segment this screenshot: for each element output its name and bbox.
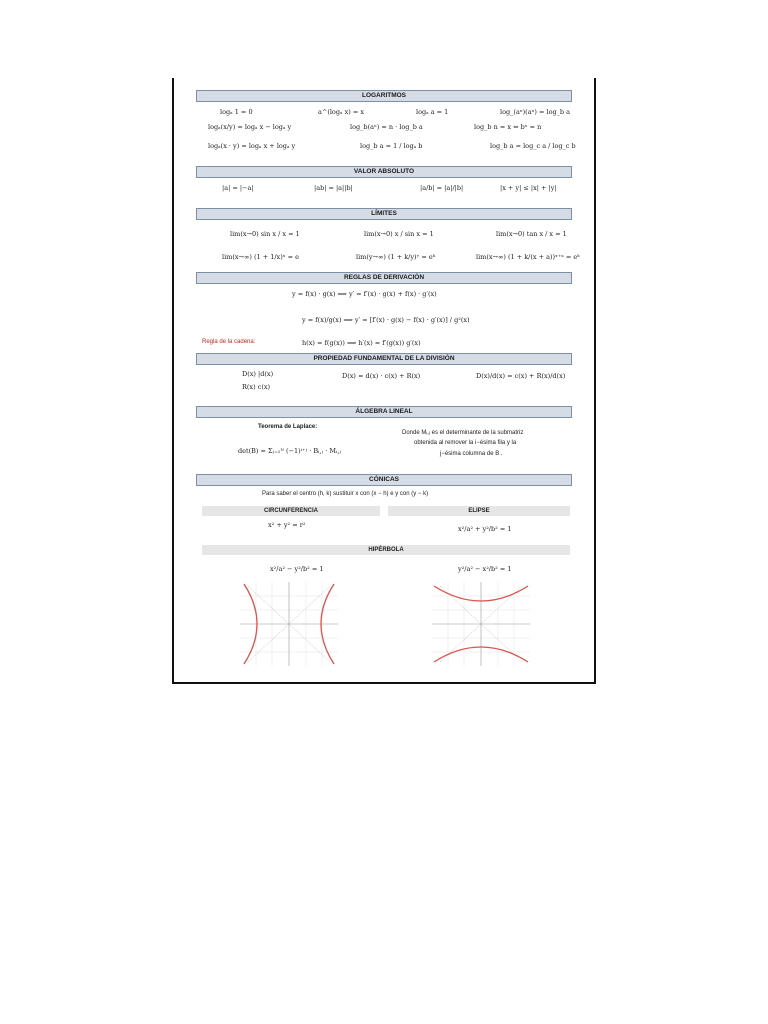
division-box-top: D(x) |d(x) — [242, 370, 274, 378]
circunferencia-header: CIRCUNFERENCIA — [202, 506, 380, 516]
hyperbola-vertical-graph — [432, 582, 530, 666]
hyperbola-equation-vertical: y²/a² − x²/b² = 1 — [458, 565, 512, 573]
abs-formula: |a| = |−a| — [222, 184, 254, 192]
laplace-note: obtenida al remover la i−ésima fila y la — [414, 440, 517, 446]
laplace-formula: det(B) = Σⱼ₌₁ᴺ (−1)ⁱ⁺ʲ · Bᵢ,ⱼ · Mᵢ,ⱼ — [238, 447, 342, 455]
log-formula: logₐ(x/y) = logₐ x − logₐ y — [208, 123, 292, 131]
elipse-header: ELIPSE — [388, 506, 570, 516]
limit-formula: lim(x→∞) (1 + 1/x)ˣ = e — [222, 253, 299, 261]
formula-sheet — [172, 78, 596, 684]
hiperbola-header: HIPÉRBOLA — [202, 545, 570, 555]
abs-formula: |a/b| = |a|/|b| — [420, 184, 464, 192]
limit-formula: lim(x→0) tan x / x = 1 — [496, 230, 567, 238]
section-header-limites: LÍMITES — [196, 208, 572, 220]
limit-formula: lim(x→0) sin x / x = 1 — [230, 230, 300, 238]
log-formula: log_(aⁿ)(aⁿ) = log_b a — [500, 108, 571, 116]
chain-rule-label: Regla de la cadena: — [202, 339, 256, 345]
hyperbola-equation-horizontal: x²/a² − y²/b² = 1 — [270, 565, 324, 573]
limit-formula: lim(x→∞) (1 + k/(x + a))ˣ⁺ᵃ = eᵏ — [476, 253, 580, 261]
log-formula: log_b n = x ⇔ bˣ = n — [474, 123, 542, 131]
section-header-valor-absoluto: VALOR ABSOLUTO — [196, 166, 572, 178]
abs-formula: |ab| = |a||b| — [314, 184, 353, 192]
quotient-rule: y = f(x)/g(x) ⟹ y′ = [f′(x) · g(x) − f(x) · g′(x)] / g²(x) — [302, 316, 470, 324]
limit-formula: lim(x→0) x / sin x = 1 — [364, 230, 434, 238]
hyperbola-horizontal-graph — [240, 582, 338, 666]
abs-formula: |x + y| ≤ |x| + |y| — [500, 184, 557, 192]
product-rule: y = f(x) · g(x) ⟹ y′ = f′(x) · g(x) + f(x) · g′(x) — [292, 290, 437, 298]
section-header-derivacion: REGLAS DE DERIVACIÓN — [196, 272, 572, 284]
log-formula: logₐ 1 = 0 — [220, 108, 253, 116]
log-formula: log_b a = log_c a / log_c b — [490, 142, 576, 150]
section-header-conicas: CÓNICAS — [196, 474, 572, 486]
laplace-note: Donde Mᵢ,ⱼ es el determinante de la submatriz — [402, 430, 524, 436]
circle-equation: x² + y² = r² — [268, 521, 306, 529]
centro-note: Para saber el centro (h, k) sustituir x con (x − h) e y con (y − k) — [262, 491, 429, 497]
laplace-note: j−ésima columna de B . — [440, 451, 503, 457]
division-fraction: D(x)/d(x) = c(x) + R(x)/d(x) — [476, 372, 566, 380]
log-formula: logₐ a = 1 — [416, 108, 449, 116]
limit-formula: lim(y→∞) (1 + k/y)ʸ = eᵏ — [356, 253, 436, 261]
laplace-title: Teorema de Laplace: — [258, 424, 318, 430]
division-box-bottom: R(x) c(x) — [242, 383, 271, 391]
section-header-algebra: ÁLGEBRA LINEAL — [196, 406, 572, 418]
log-formula: log_b(aⁿ) = n · log_b a — [350, 123, 423, 131]
log-formula: a^(logₐ x) = x — [318, 108, 365, 116]
log-formula: log_b a = 1 / logₐ b — [360, 142, 423, 150]
section-header-division: PROPIEDAD FUNDAMENTAL DE LA DIVISIÓN — [196, 353, 572, 365]
ellipse-equation: x²/a² + y²/b² = 1 — [458, 525, 512, 533]
section-header-logaritmos: LOGARITMOS — [196, 90, 572, 102]
division-identity: D(x) = d(x) · c(x) + R(x) — [342, 372, 421, 380]
chain-rule: h(x) = f(g(x)) ⟹ h′(x) = f′(g(x)) g′(x) — [302, 339, 421, 347]
log-formula: logₐ(x · y) = logₐ x + logₐ y — [208, 142, 296, 150]
